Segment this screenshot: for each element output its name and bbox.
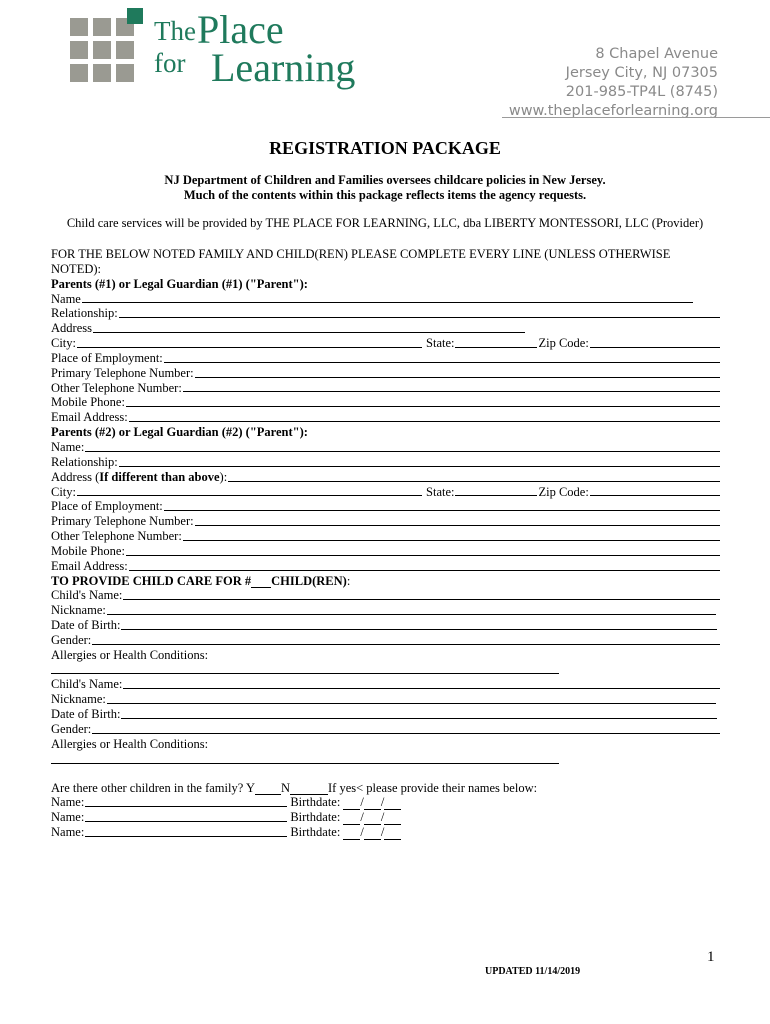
parent2-city-field[interactable] xyxy=(77,495,422,496)
sibling3-birthdate-label: Birthdate: xyxy=(290,825,341,840)
page-number: 1 xyxy=(707,949,715,965)
parent2-zip-field[interactable] xyxy=(590,495,720,496)
child1-dob-label: Date of Birth: xyxy=(51,618,121,633)
parent2-other-phone-label: Other Telephone Number: xyxy=(51,529,182,544)
parent1-mobile-label: Mobile Phone: xyxy=(51,395,125,410)
address-phone: 201-985-TP4L (8745) xyxy=(565,84,718,100)
child2-name-field[interactable] xyxy=(123,688,720,689)
subtitle-line-1: NJ Department of Children and Families oversees childcare policies in New Jersey. xyxy=(164,173,606,187)
address-street: 8 Chapel Avenue xyxy=(595,46,718,62)
children-heading-prefix: TO PROVIDE CHILD CARE FOR # xyxy=(51,573,252,588)
parent2-primary-phone-label: Primary Telephone Number: xyxy=(51,514,194,529)
parent1-primary-phone-label: Primary Telephone Number: xyxy=(51,365,194,380)
child1-dob-field[interactable] xyxy=(121,629,717,630)
parent2-state-label: State: xyxy=(426,484,455,499)
child1-name-field[interactable] xyxy=(123,599,720,600)
address-website[interactable]: www.theplaceforlearning.org xyxy=(508,103,718,119)
parent1-relationship-field[interactable] xyxy=(119,317,720,318)
parent2-email-field[interactable] xyxy=(129,570,720,571)
parent2-relationship-field[interactable] xyxy=(119,466,720,467)
parent1-primary-phone-field[interactable] xyxy=(195,377,720,378)
parent1-other-phone-label: Other Telephone Number: xyxy=(51,380,182,395)
child2-name-label: Child's Name: xyxy=(51,677,123,692)
parent1-relationship-label: Relationship: xyxy=(51,306,118,321)
children-heading-suffix: CHILD(REN) xyxy=(271,573,347,588)
child1-gender-label: Gender: xyxy=(51,632,92,647)
provider-statement: Child care services will be provided by THE PLACE FOR LEARNING, LLC, dba LIBERTY MONTESSORI, LLC (Provider) xyxy=(66,216,704,230)
parent1-email-field[interactable] xyxy=(129,421,720,422)
subtitle-line-2: Much of the contents within this package reflects items the agency requests. xyxy=(183,188,587,202)
sibling3-birth-month[interactable] xyxy=(343,828,360,840)
sibling3-birth-day[interactable] xyxy=(364,828,381,840)
child2-dob-label: Date of Birth: xyxy=(51,707,121,722)
parent1-city-field[interactable] xyxy=(77,347,422,348)
logo-word-place: Place xyxy=(197,7,284,52)
parent2-employment-label: Place of Employment: xyxy=(51,499,163,514)
child1-nickname-field[interactable] xyxy=(107,614,716,615)
parent1-address-label: Address xyxy=(51,321,92,336)
parent2-name-field[interactable] xyxy=(85,451,720,452)
form-intro: FOR THE BELOW NOTED FAMILY AND CHILD(REN) PLEASE COMPLETE EVERY LINE (UNLESS OTHERWISE NOTED): xyxy=(51,247,671,276)
other-children-question-text: Are there other children in the family? Y xyxy=(51,780,255,795)
parent2-heading: Parents (#2) or Legal Guardian (#2) ("Parent"): xyxy=(51,425,308,440)
parent1-name-field[interactable] xyxy=(82,302,693,303)
child2-allergies-label: Allergies or Health Conditions: xyxy=(51,736,209,751)
registration-form: FOR THE BELOW NOTED FAMILY AND CHILD(REN) PLEASE COMPLETE EVERY LINE (UNLESS OTHERWISE NOTED): Parents (#1) or Legal Guardian (#1) ("Parent"): Name Relationship: Address City: State: Zip Code: Place of Employment: Primary Telephone Number: Other Telephone Number: Mobile Phone: Email Address: Parents (#2) or Legal Guardian (#2) ("Parent"): Name: Relationship: Address (If different than above): City: State: Zip Code: Place of Employment: Primary Telephone Number: Other Telephone Number: Mobile Phone: Email Address: TO PROVIDE CHILD CARE FOR # CHILD(REN) : Child's Name: Nickname: Date of Birth: Gender: Allergies or Health Conditions: Child's Name: Nickname: Date of Birth: Gender: Allergies or Health Conditions: Are there other children in the family? Y N If yes< please provide their names below: Name: Birthdate: / / Name: Birthdate: / / Name: Birthdate: / / xyxy=(51,247,721,840)
company-logo xyxy=(68,8,378,96)
sibling3-birth-year[interactable] xyxy=(384,828,401,840)
child1-allergies-field[interactable] xyxy=(51,673,559,674)
child1-gender-field[interactable] xyxy=(92,644,720,645)
other-children-no-label: N xyxy=(280,780,290,795)
sibling1-birth-month[interactable] xyxy=(343,798,360,810)
logo-word-the: The xyxy=(154,16,196,46)
parent1-address-field[interactable] xyxy=(93,332,525,333)
other-children-question xyxy=(51,781,721,796)
parent2-zip-label: Zip Code: xyxy=(538,484,589,499)
parent1-other-phone-field[interactable] xyxy=(183,391,720,392)
logo-word-for: for xyxy=(154,48,186,78)
sibling1-name-field[interactable] xyxy=(85,806,287,807)
parent1-city-label: City: xyxy=(51,336,77,351)
logo-word-learning: Learning xyxy=(211,45,356,90)
parent1-zip-field[interactable] xyxy=(590,347,720,348)
child2-nickname-label: Nickname: xyxy=(51,692,106,707)
parent1-state-label: State: xyxy=(426,336,455,351)
child2-allergies-field[interactable] xyxy=(51,763,559,764)
address-city: Jersey City, NJ 07305 xyxy=(565,65,718,81)
parent2-employment-field[interactable] xyxy=(164,510,720,511)
child1-allergies-label: Allergies or Health Conditions: xyxy=(51,647,209,662)
sibling2-birth-day[interactable] xyxy=(364,813,381,825)
parent2-other-phone-field[interactable] xyxy=(183,540,720,541)
parent1-heading: Parents (#1) or Legal Guardian (#1) ("Parent"): xyxy=(51,276,308,291)
parent1-employment-field[interactable] xyxy=(164,362,720,363)
parent2-email-label: Email Address: xyxy=(51,558,128,573)
sibling2-birthdate-label: Birthdate: xyxy=(290,810,341,825)
parent1-email-label: Email Address: xyxy=(51,410,128,425)
parent2-state-field[interactable] xyxy=(455,495,537,496)
parent1-zip-label: Zip Code: xyxy=(538,336,589,351)
children-heading-colon: : xyxy=(346,573,351,588)
parent1-mobile-field[interactable] xyxy=(126,406,720,407)
sibling1-birth-day[interactable] xyxy=(364,798,381,810)
page-title: REGISTRATION PACKAGE xyxy=(269,138,501,158)
sibling2-name-field[interactable] xyxy=(85,821,287,822)
sibling1-name-label: Name: xyxy=(51,795,85,810)
other-children-no-field[interactable] xyxy=(290,783,328,795)
child2-gender-label: Gender: xyxy=(51,722,92,736)
sibling2-birth-year[interactable] xyxy=(384,813,401,825)
parent2-address-prefix: Address ( xyxy=(51,469,100,484)
other-children-instruction: If yes< please provide their names below: xyxy=(328,780,538,795)
company-address xyxy=(509,45,718,121)
parent2-city-label: City: xyxy=(51,484,77,499)
parent2-address-field[interactable] xyxy=(228,481,720,482)
parent2-name-label: Name: xyxy=(51,439,85,454)
parent2-address-note: If different than above xyxy=(99,469,220,484)
children-heading xyxy=(51,574,721,589)
sibling2-birth-month[interactable] xyxy=(343,813,360,825)
parent1-employment-label: Place of Employment: xyxy=(51,350,163,365)
updated-date: UPDATED 11/14/2019 xyxy=(485,966,581,977)
parent1-state-field[interactable] xyxy=(455,347,537,348)
sibling1-birth-year[interactable] xyxy=(384,798,401,810)
sibling1-birthdate-label: Birthdate: xyxy=(290,795,341,810)
parent2-primary-phone-field[interactable] xyxy=(195,525,720,526)
sibling2-name-label: Name: xyxy=(51,810,85,825)
child2-nickname-field[interactable] xyxy=(107,703,716,704)
parent2-address-label xyxy=(51,470,227,485)
sibling3-name-label: Name: xyxy=(51,825,85,840)
sibling3-name-field[interactable] xyxy=(85,836,287,837)
child1-name-label: Child's Name: xyxy=(51,588,123,603)
parent1-name-label: Name xyxy=(51,291,81,306)
children-count-field[interactable] xyxy=(251,576,271,588)
parent2-relationship-label: Relationship: xyxy=(51,454,118,469)
header-divider xyxy=(502,117,770,118)
logo-squares-icon xyxy=(68,8,152,90)
child2-gender-field[interactable] xyxy=(92,733,720,734)
other-children-yes-field[interactable] xyxy=(255,783,281,795)
parent2-address-suffix: ): xyxy=(219,469,228,484)
page-subtitle xyxy=(0,173,770,203)
child1-nickname-label: Nickname: xyxy=(51,603,106,618)
child2-dob-field[interactable] xyxy=(121,718,717,719)
parent2-mobile-label: Mobile Phone: xyxy=(51,543,125,558)
parent2-mobile-field[interactable] xyxy=(126,555,720,556)
